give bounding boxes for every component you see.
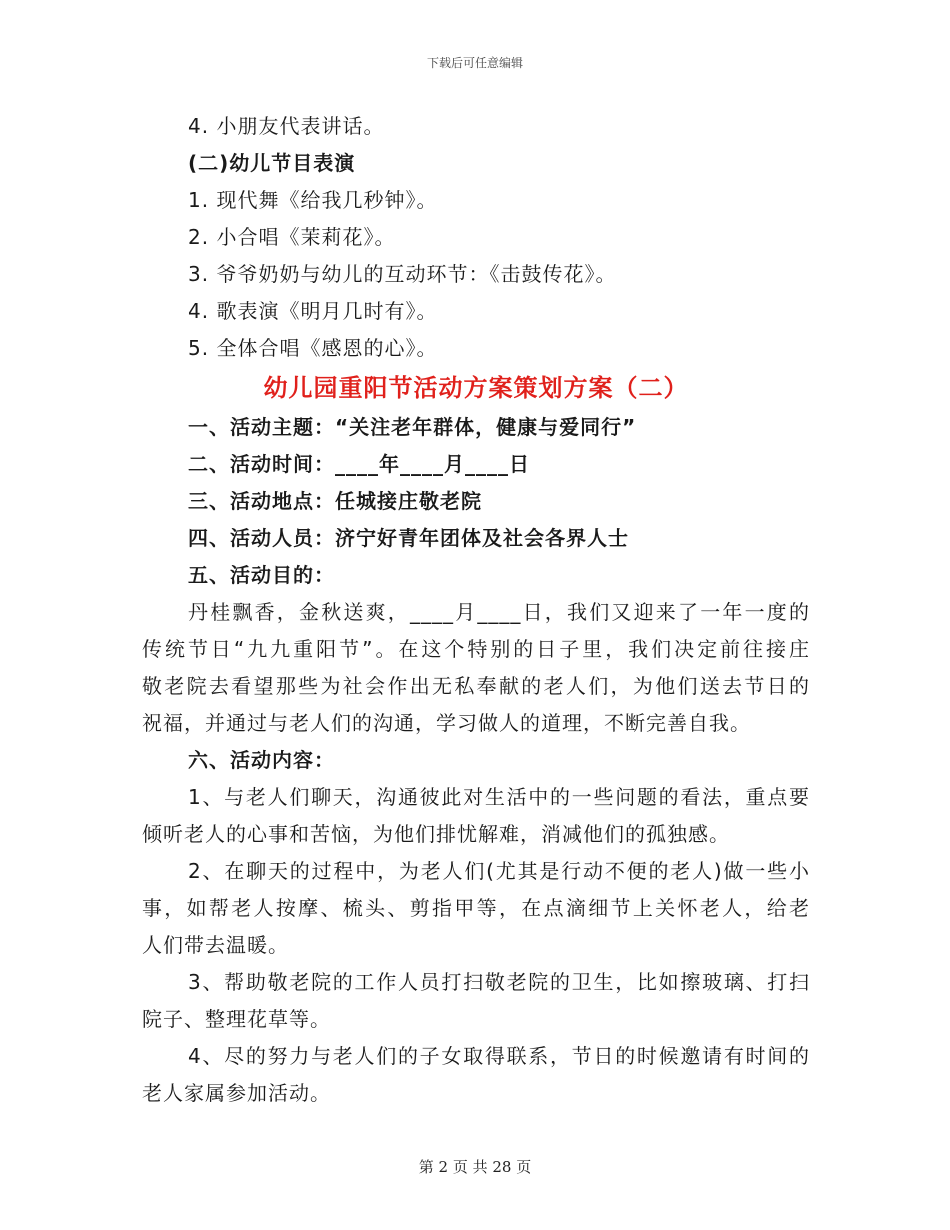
doc-title: 幼儿园重阳节活动方案策划方案（二） (263, 374, 689, 402)
program-item-4: 4. 小朋友代表讲话。 (188, 114, 385, 138)
paragraph-line: 2、在聊天的过程中，为老人们(尤其是行动不便的老人)做一些小 (188, 859, 810, 883)
plan-people: 四、活动人员：济宁好青年团体及社会各界人士 (188, 526, 629, 550)
plan-theme: 一、活动主题：“关注老年群体，健康与爱同行” (188, 415, 637, 439)
header-note: 下载后可任意编辑 (426, 56, 523, 70)
paragraph-line: 传统节日“九九重阳节”。在这个特别的日子里，我们决定前往接庄 (142, 637, 810, 661)
content-item-4 (142, 1038, 810, 1112)
paragraph-line: 事，如帮老人按摩、梳头、剪指甲等，在点滴细节上关怀老人，给老 (142, 896, 810, 920)
section-heading-performances: (二)幼儿节目表演 (188, 151, 356, 175)
performance-item: 3. 爷爷奶奶与幼儿的互动环节：《击鼓传花》。 (188, 262, 617, 286)
paragraph-line: 丹桂飘香，金秋送爽，____月____日，我们又迎来了一年一度的 (188, 600, 810, 624)
performance-item: 5. 全体合唱《感恩的心》。 (188, 336, 438, 360)
performance-item: 4. 歌表演《明月几时有》。 (188, 299, 438, 323)
paragraph-line: 倾听老人的心事和苦恼，为他们排忧解难，消减他们的孤独感。 (142, 822, 730, 846)
content-item-3 (142, 964, 810, 1038)
page-number-footer: 第 2 页 共 28 页 (418, 1158, 532, 1176)
paragraph-line: 院子、整理花草等。 (142, 1007, 331, 1031)
purpose-paragraph (142, 594, 810, 742)
content-item-2 (142, 853, 810, 964)
plan-purpose-heading: 五、活动目的： (188, 563, 335, 587)
performance-item: 1. 现代舞《给我几秒钟》。 (188, 188, 438, 212)
paragraph-line: 3、帮助敬老院的工作人员打扫敬老院的卫生，比如擦玻璃、打扫 (188, 970, 810, 994)
paragraph-line: 4、尽的努力与老人们的子女取得联系，节日的时候邀请有时间的 (188, 1044, 810, 1068)
document-body (142, 108, 810, 1112)
paragraph-line: 老人家属参加活动。 (142, 1081, 331, 1105)
plan-place: 三、活动地点：任城接庄敬老院 (188, 489, 482, 513)
paragraph-line: 1、与老人们聊天，沟通彼此对生活中的一些问题的看法，重点要 (188, 785, 810, 809)
plan-time: 二、活动时间：____年____月____日 (188, 452, 530, 476)
performance-item: 2. 小合唱《茉莉花》。 (188, 225, 396, 249)
plan-content-heading: 六、活动内容： (188, 748, 335, 772)
paragraph-line: 人们带去温暖。 (142, 933, 289, 957)
content-item-1 (142, 779, 810, 853)
paragraph-line: 敬老院去看望那些为社会作出无私奉献的老人们，为他们送去节日的 (142, 674, 810, 698)
paragraph-line: 祝福，并通过与老人们的沟通，学习做人的道理，不断完善自我。 (142, 711, 751, 735)
